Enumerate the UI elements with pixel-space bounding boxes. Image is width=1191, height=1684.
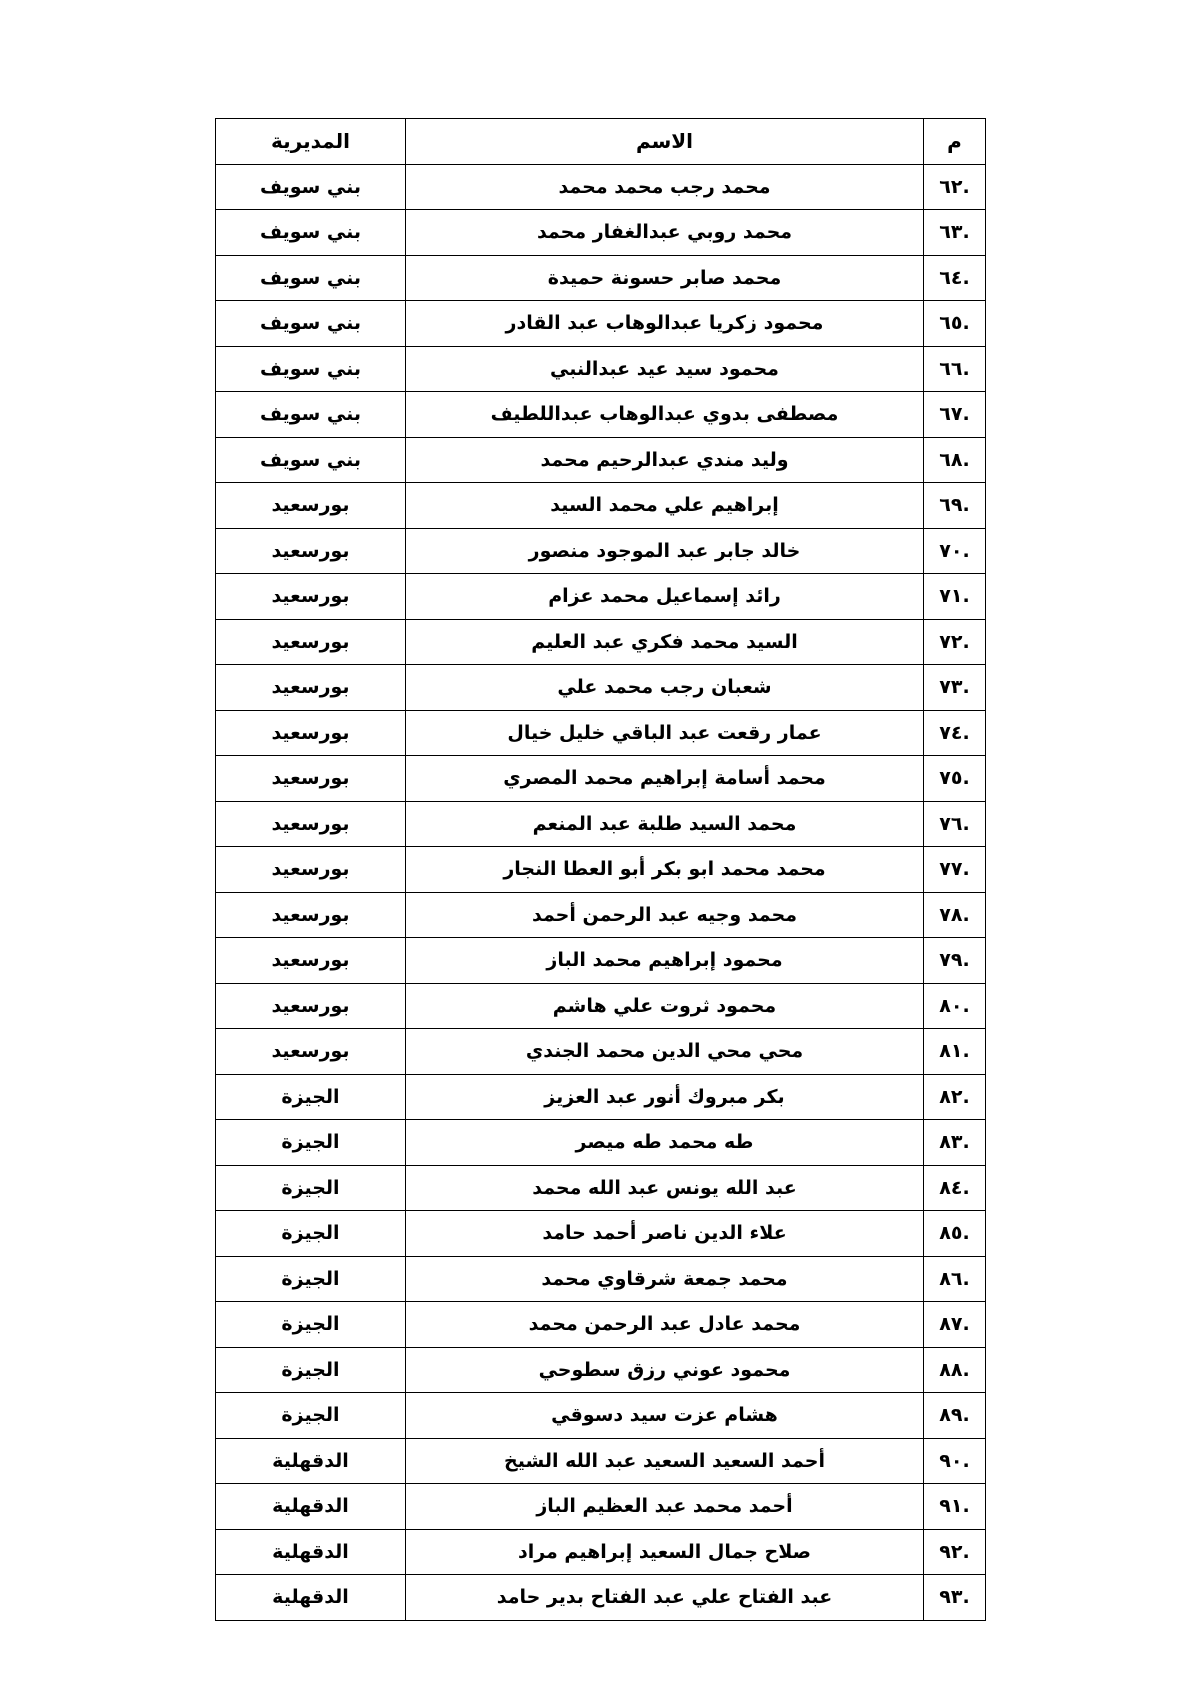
row-name: أحمد السعيد السعيد عبد الله الشيخ — [406, 1438, 924, 1484]
row-directorate: بني سويف — [216, 255, 406, 301]
table-row — [216, 1165, 986, 1211]
row-number: ٦٧. — [924, 392, 986, 438]
row-number: ٧٨. — [924, 892, 986, 938]
row-number: ٧٥. — [924, 756, 986, 802]
table-row — [216, 1575, 986, 1621]
row-number: ٨١. — [924, 1029, 986, 1075]
table-row — [216, 437, 986, 483]
row-directorate: الجيزة — [216, 1256, 406, 1302]
row-name: محمد رجب محمد محمد — [406, 164, 924, 210]
row-directorate: بورسعيد — [216, 892, 406, 938]
row-name: مصطفى بدوي عبدالوهاب عبداللطيف — [406, 392, 924, 438]
row-name: رائد إسماعيل محمد عزام — [406, 574, 924, 620]
row-name: محمد صابر حسونة حميدة — [406, 255, 924, 301]
row-name: هشام عزت سيد دسوقي — [406, 1393, 924, 1439]
row-number: ٩٣. — [924, 1575, 986, 1621]
row-directorate: بني سويف — [216, 210, 406, 256]
table-row — [216, 1393, 986, 1439]
row-name: شعبان رجب محمد علي — [406, 665, 924, 711]
table-row — [216, 164, 986, 210]
table-row — [216, 801, 986, 847]
row-directorate: بورسعيد — [216, 756, 406, 802]
row-number: ٦٦. — [924, 346, 986, 392]
row-name: إبراهيم علي محمد السيد — [406, 483, 924, 529]
row-number: ٦٩. — [924, 483, 986, 529]
row-name: طه محمد طه ميصر — [406, 1120, 924, 1166]
row-directorate: بورسعيد — [216, 710, 406, 756]
row-directorate: الجيزة — [216, 1347, 406, 1393]
table-row — [216, 483, 986, 529]
row-directorate: بني سويف — [216, 301, 406, 347]
row-number: ٧٧. — [924, 847, 986, 893]
row-number: ٦٢. — [924, 164, 986, 210]
row-name: محمود زكريا عبدالوهاب عبد القادر — [406, 301, 924, 347]
row-name: بكر مبروك أنور عبد العزيز — [406, 1074, 924, 1120]
row-directorate: بورسعيد — [216, 574, 406, 620]
table-row — [216, 983, 986, 1029]
column-header-num: م — [924, 119, 986, 165]
row-name: محمد وجيه عبد الرحمن أحمد — [406, 892, 924, 938]
row-number: ٧٤. — [924, 710, 986, 756]
row-name: محمود سيد عيد عبدالنبي — [406, 346, 924, 392]
table-row — [216, 1438, 986, 1484]
row-number: ٨٥. — [924, 1211, 986, 1257]
row-number: ٧٠. — [924, 528, 986, 574]
table-row — [216, 938, 986, 984]
table-row — [216, 1029, 986, 1075]
row-number: ٦٨. — [924, 437, 986, 483]
table-row — [216, 1529, 986, 1575]
row-directorate: بني سويف — [216, 392, 406, 438]
row-name: عمار رقعت عبد الباقي خليل خيال — [406, 710, 924, 756]
row-number: ٨٧. — [924, 1302, 986, 1348]
table-row — [216, 1211, 986, 1257]
header-row — [216, 119, 986, 165]
row-name: محي محي الدين محمد الجندي — [406, 1029, 924, 1075]
row-name: علاء الدين ناصر أحمد حامد — [406, 1211, 924, 1257]
row-directorate: الجيزة — [216, 1120, 406, 1166]
table-header — [216, 119, 986, 165]
table-row — [216, 1347, 986, 1393]
row-directorate: بورسعيد — [216, 528, 406, 574]
row-name: محمود إبراهيم محمد الباز — [406, 938, 924, 984]
row-number: ٦٣. — [924, 210, 986, 256]
roster-table — [215, 118, 986, 1621]
row-name: صلاح جمال السعيد إبراهيم مراد — [406, 1529, 924, 1575]
table-row — [216, 1256, 986, 1302]
row-directorate: الجيزة — [216, 1211, 406, 1257]
row-directorate: بورسعيد — [216, 619, 406, 665]
table-row — [216, 619, 986, 665]
table-row — [216, 210, 986, 256]
row-directorate: الدقهلية — [216, 1438, 406, 1484]
row-name: محمد السيد طلبة عبد المنعم — [406, 801, 924, 847]
row-name: محمد جمعة شرقاوي محمد — [406, 1256, 924, 1302]
row-directorate: الجيزة — [216, 1165, 406, 1211]
row-number: ٧٩. — [924, 938, 986, 984]
row-name: عبد الله يونس عبد الله محمد — [406, 1165, 924, 1211]
row-number: ٧٢. — [924, 619, 986, 665]
row-name: محمد محمد ابو بكر أبو العطا النجار — [406, 847, 924, 893]
table-row — [216, 346, 986, 392]
row-name: محمد عادل عبد الرحمن محمد — [406, 1302, 924, 1348]
row-number: ٧١. — [924, 574, 986, 620]
row-name: وليد مندي عبدالرحيم محمد — [406, 437, 924, 483]
table-row — [216, 665, 986, 711]
row-number: ٧٦. — [924, 801, 986, 847]
row-directorate: بورسعيد — [216, 801, 406, 847]
row-directorate: الدقهلية — [216, 1484, 406, 1530]
table-body — [216, 164, 986, 1620]
row-name: محمود عوني رزق سطوحي — [406, 1347, 924, 1393]
table-row — [216, 574, 986, 620]
row-name: السيد محمد فكري عبد العليم — [406, 619, 924, 665]
table-row — [216, 1484, 986, 1530]
table-row — [216, 847, 986, 893]
row-number: ٨٣. — [924, 1120, 986, 1166]
table-row — [216, 392, 986, 438]
table-row — [216, 892, 986, 938]
row-number: ٨٩. — [924, 1393, 986, 1439]
row-directorate: بورسعيد — [216, 938, 406, 984]
row-directorate: بورسعيد — [216, 1029, 406, 1075]
row-directorate: بورسعيد — [216, 983, 406, 1029]
table-row — [216, 255, 986, 301]
row-name: عبد الفتاح علي عبد الفتاح بدير حامد — [406, 1575, 924, 1621]
row-name: محمد أسامة إبراهيم محمد المصري — [406, 756, 924, 802]
row-directorate: بني سويف — [216, 437, 406, 483]
row-number: ٨٢. — [924, 1074, 986, 1120]
table-row — [216, 301, 986, 347]
column-header-name: الاسم — [406, 119, 924, 165]
row-directorate: الجيزة — [216, 1393, 406, 1439]
row-number: ٨٨. — [924, 1347, 986, 1393]
row-number: ٦٤. — [924, 255, 986, 301]
column-header-directorate: المديرية — [216, 119, 406, 165]
row-name: خالد جابر عبد الموجود منصور — [406, 528, 924, 574]
row-directorate: بورسعيد — [216, 847, 406, 893]
row-directorate: الدقهلية — [216, 1529, 406, 1575]
row-directorate: بورسعيد — [216, 665, 406, 711]
table-row — [216, 710, 986, 756]
row-number: ٨٠. — [924, 983, 986, 1029]
table-row — [216, 1302, 986, 1348]
row-directorate: بني سويف — [216, 346, 406, 392]
table-row — [216, 1120, 986, 1166]
row-directorate: بني سويف — [216, 164, 406, 210]
row-directorate: الجيزة — [216, 1074, 406, 1120]
row-name: محمود ثروت علي هاشم — [406, 983, 924, 1029]
row-name: أحمد محمد عبد العظيم الباز — [406, 1484, 924, 1530]
row-number: ٩٠. — [924, 1438, 986, 1484]
row-number: ٦٥. — [924, 301, 986, 347]
row-number: ٨٦. — [924, 1256, 986, 1302]
table-row — [216, 528, 986, 574]
row-number: ٨٤. — [924, 1165, 986, 1211]
row-directorate: بورسعيد — [216, 483, 406, 529]
row-directorate: الجيزة — [216, 1302, 406, 1348]
row-number: ٩١. — [924, 1484, 986, 1530]
row-name: محمد روبي عبدالغفار محمد — [406, 210, 924, 256]
table-row — [216, 1074, 986, 1120]
row-number: ٩٢. — [924, 1529, 986, 1575]
table-row — [216, 756, 986, 802]
row-number: ٧٣. — [924, 665, 986, 711]
row-directorate: الدقهلية — [216, 1575, 406, 1621]
